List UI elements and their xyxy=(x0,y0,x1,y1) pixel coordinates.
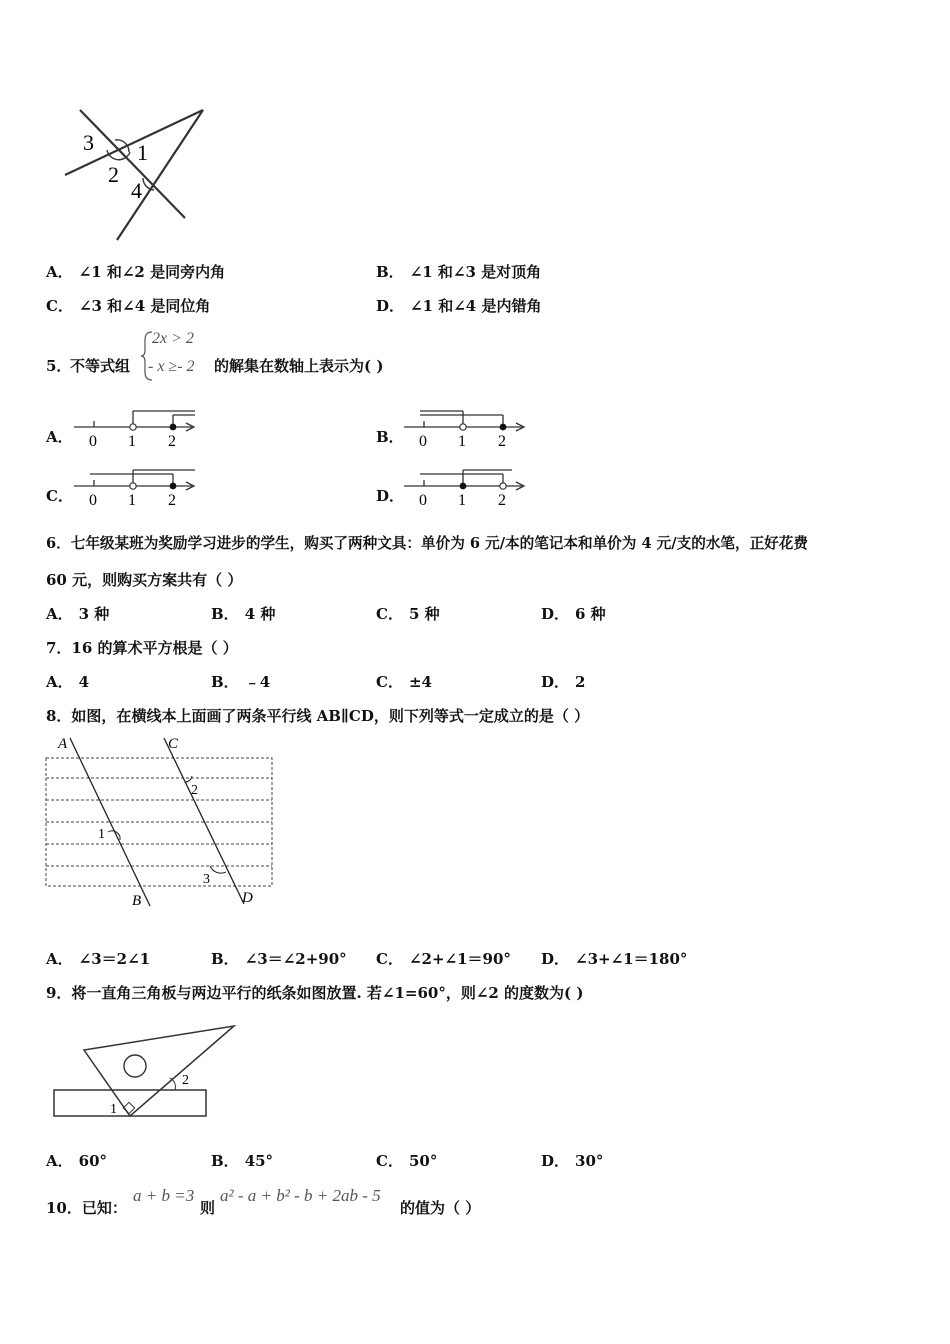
angle-1-label: 1 xyxy=(98,827,105,842)
tick-label-0: 0 xyxy=(419,433,427,450)
q8-figure xyxy=(40,732,280,912)
q10-given: a + b =3 xyxy=(133,1186,195,1205)
tick-label-0: 0 xyxy=(89,492,97,509)
q4-option-b[interactable]: B． ∠1 和∠3 是对顶角 xyxy=(376,263,542,281)
q5-ineq-2: - x ≥- 2 xyxy=(148,358,195,375)
q7-stem: 7．16 的算术平方根是（ ） xyxy=(46,639,238,657)
q10-expression: a² - a + b² - b + 2ab - 5 xyxy=(220,1186,381,1205)
q5-option-c-label[interactable]: C． xyxy=(46,487,73,505)
q9-stem: 9．将一直角三角板与两边平行的纸条如图放置. 若∠1=60°，则∠2 的度数为( ) xyxy=(46,984,584,1002)
q6-option-a[interactable]: A． 3 种 xyxy=(46,605,110,623)
point-d-label: D xyxy=(242,890,253,906)
q5-option-a-label[interactable]: A． xyxy=(46,428,73,446)
tick-label-1: 1 xyxy=(458,433,466,450)
tick-label-0: 0 xyxy=(89,433,97,450)
q4-option-d[interactable]: D． ∠1 和∠4 是内错角 xyxy=(376,297,542,315)
point-c-label: C xyxy=(168,736,179,752)
q10-then: 则 xyxy=(200,1199,216,1217)
q5-numberline-c xyxy=(70,464,200,509)
angle-figure xyxy=(55,100,215,245)
angle-label-2: 2 xyxy=(108,162,119,187)
tick-label-1: 1 xyxy=(458,492,466,509)
tick-label-2: 2 xyxy=(498,492,506,509)
q9-angle-1-label: 1 xyxy=(110,1102,117,1117)
angle-label-3: 3 xyxy=(83,130,94,155)
q6-stem-line2: 60 元，则购买方案共有（ ） xyxy=(46,571,243,589)
q9-option-d[interactable]: D． 30° xyxy=(541,1152,604,1170)
tick-label-1: 1 xyxy=(128,433,136,450)
q9-figure xyxy=(48,1018,243,1123)
q7-option-a[interactable]: A． 4 xyxy=(46,673,90,691)
tick-label-2: 2 xyxy=(498,433,506,450)
q5-suffix: 的解集在数轴上表示为( ) xyxy=(214,357,384,375)
q6-option-c[interactable]: C． 5 种 xyxy=(376,605,440,623)
q6-option-b[interactable]: B． 4 种 xyxy=(211,605,276,623)
angle-label-4: 4 xyxy=(131,178,142,203)
q9-option-b[interactable]: B． 45° xyxy=(211,1152,274,1170)
q5-prefix: 不等式组 xyxy=(70,357,131,375)
q8-option-c[interactable]: C． ∠2+∠1＝90° xyxy=(376,950,511,968)
q9-angle-2-label: 2 xyxy=(182,1073,189,1088)
q5-option-b-label[interactable]: B． xyxy=(376,428,404,446)
q8-stem: 8．如图，在横线本上面画了两条平行线 AB∥CD，则下列等式一定成立的是（ ） xyxy=(46,707,590,725)
q5-option-d-label[interactable]: D． xyxy=(376,487,405,505)
q5-numberline-d xyxy=(400,464,530,509)
q6-stem-line1: 6．七年级某班为奖励学习进步的学生，购买了两种文具：单价为 6 元/本的笔记本和单价为 4 元/支的水笔，正好花费 xyxy=(46,535,808,552)
tick-label-0: 0 xyxy=(419,492,427,509)
tick-label-2: 2 xyxy=(168,433,176,450)
point-b-label: B xyxy=(132,893,142,909)
q5-numberline-b xyxy=(400,405,530,450)
q4-option-c[interactable]: C． ∠3 和∠4 是同位角 xyxy=(46,297,211,315)
q9-option-a[interactable]: A． 60° xyxy=(46,1152,108,1170)
angle-2-label: 2 xyxy=(191,783,198,798)
q4-option-a[interactable]: A． ∠1 和∠2 是同旁内角 xyxy=(46,263,226,281)
q5-number: 5． xyxy=(46,357,72,375)
q7-option-d[interactable]: D． 2 xyxy=(541,673,586,691)
q5-numberline-a xyxy=(70,405,200,450)
tick-label-1: 1 xyxy=(128,492,136,509)
q10-suffix: 的值为（ ） xyxy=(400,1199,481,1217)
q7-option-c[interactable]: C． ±4 xyxy=(376,673,432,691)
q7-option-b[interactable]: B． ﹣4 xyxy=(211,673,271,691)
angle-3-label: 3 xyxy=(203,872,210,887)
q10-number: 10．已知： xyxy=(46,1199,127,1217)
q9-option-c[interactable]: C． 50° xyxy=(376,1152,438,1170)
q5-ineq-1: 2x > 2 xyxy=(152,330,194,347)
tick-label-2: 2 xyxy=(168,492,176,509)
q8-option-a[interactable]: A． ∠3＝2∠1 xyxy=(46,950,151,968)
point-a-label: A xyxy=(58,736,68,752)
q8-option-b[interactable]: B． ∠3＝∠2+90° xyxy=(211,950,347,968)
q8-option-d[interactable]: D． ∠3+∠1＝180° xyxy=(541,950,688,968)
angle-label-1: 1 xyxy=(137,140,148,165)
q6-option-d[interactable]: D． 6 种 xyxy=(541,605,606,623)
